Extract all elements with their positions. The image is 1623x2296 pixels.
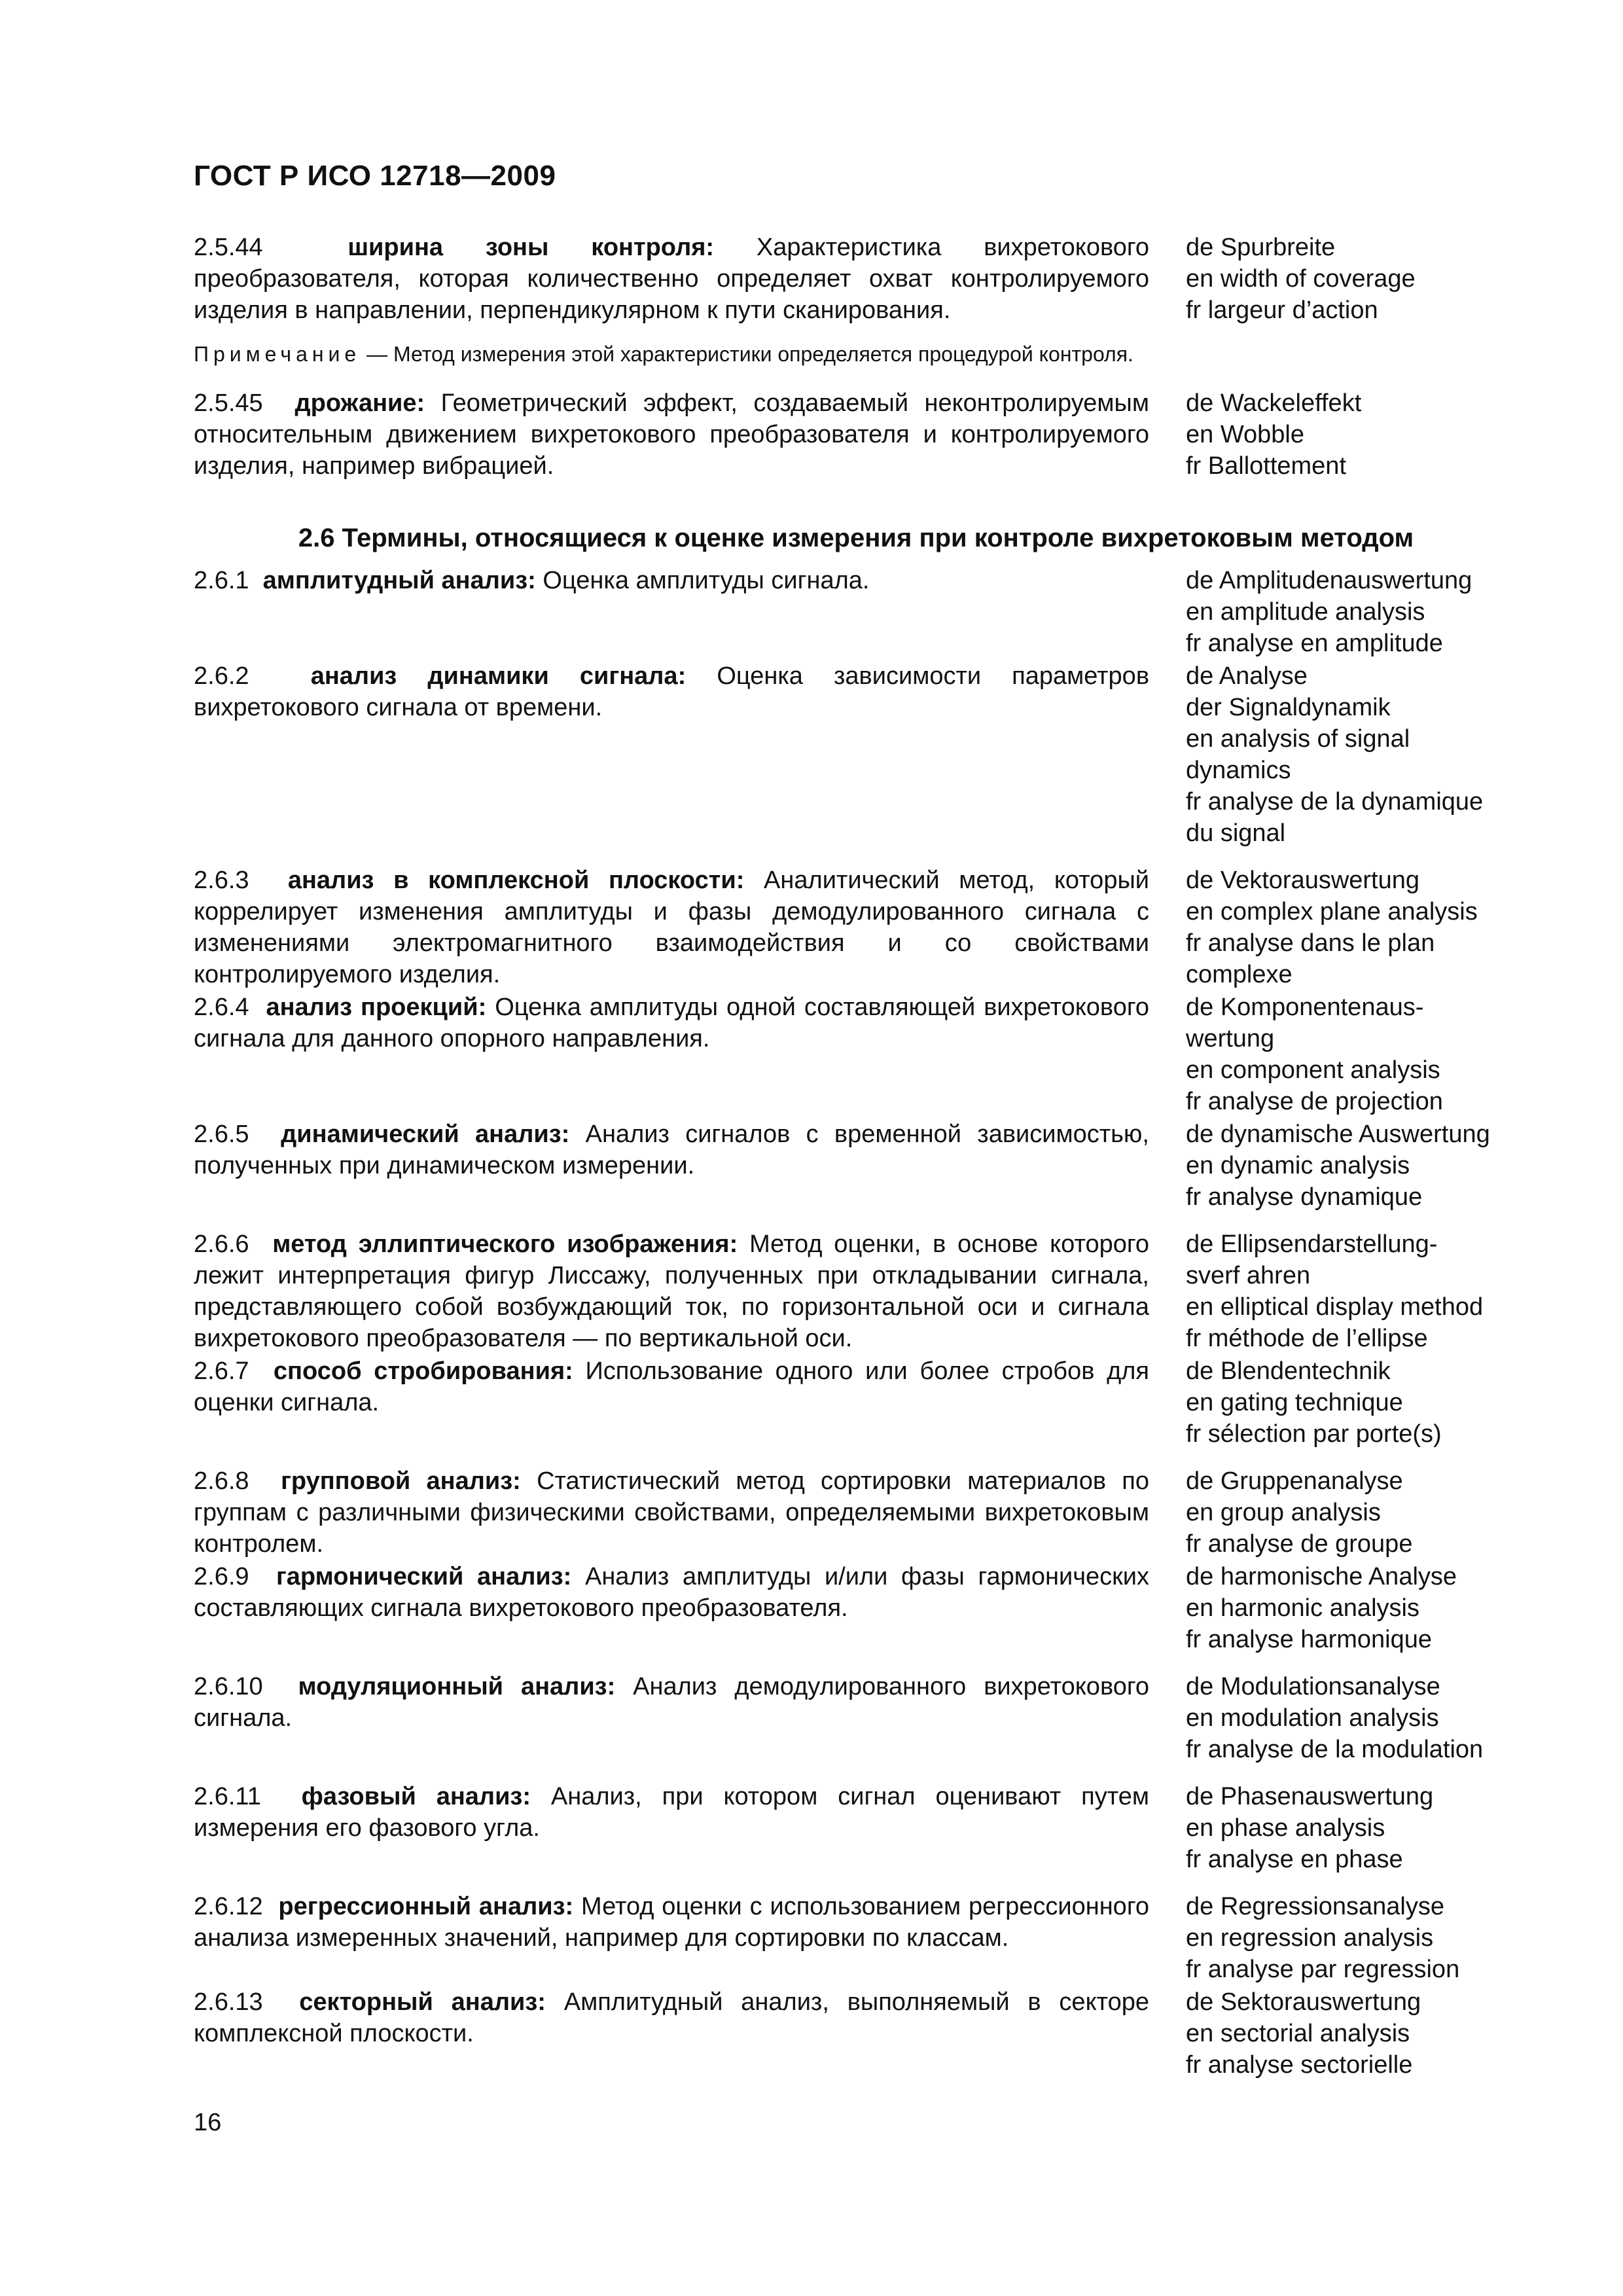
document-content bbox=[194, 232, 1518, 2082]
term-number: 2.6.6 bbox=[194, 1230, 249, 1258]
translation-line: dynamics bbox=[1186, 757, 1291, 784]
term-translations bbox=[1186, 865, 1518, 990]
translation-line: en phase analysis bbox=[1186, 1814, 1385, 1842]
translation-line: en analysis of signal bbox=[1186, 725, 1410, 753]
term-text: Анализ демодулированного вихретокового сигнала. bbox=[194, 1673, 1149, 1732]
term-definition bbox=[194, 1781, 1149, 1875]
term-entry bbox=[194, 387, 1518, 482]
term-definition bbox=[194, 1355, 1149, 1450]
term-name: секторный анализ: bbox=[299, 1988, 546, 2016]
term-name: дрожание: bbox=[294, 389, 425, 417]
term-text: Оценка амплитуды одной составляющей вихретокового сигнала для данного опорного направления. bbox=[194, 994, 1149, 1052]
term-name: анализ проекций: bbox=[266, 994, 487, 1021]
translation-line: de Sektorauswertung bbox=[1186, 1988, 1421, 2016]
translation-line: de dynamische Auswertung bbox=[1186, 1121, 1490, 1148]
term-entry bbox=[194, 660, 1518, 849]
term-text: Анализ сигналов с временной зависимостью, полученных при динамическом измерении. bbox=[194, 1121, 1149, 1179]
term-translations bbox=[1186, 1229, 1518, 1354]
term-text: Статистический метод сортировки материалов по группам с различными физическими свойствами, определяемыми вихретоковым контролем. bbox=[194, 1467, 1150, 1558]
translation-line: fr analyse de groupe bbox=[1186, 1530, 1413, 1558]
translation-line: fr analyse harmonique bbox=[1186, 1626, 1432, 1653]
translation-line: fr analyse dans le plan bbox=[1186, 929, 1435, 957]
term-definition bbox=[194, 565, 1149, 659]
term-name: фазовый анализ: bbox=[301, 1783, 531, 1810]
term-entry bbox=[194, 232, 1518, 326]
term-translations bbox=[1186, 1671, 1518, 1765]
term-number: 2.6.13 bbox=[194, 1988, 263, 2016]
term-translations bbox=[1186, 1986, 1518, 2081]
term-entry bbox=[194, 1229, 1518, 1354]
term-number: 2.6.7 bbox=[194, 1357, 249, 1385]
term-name: регрессионный анализ: bbox=[278, 1893, 574, 1920]
translation-line: sverf ahren bbox=[1186, 1262, 1311, 1289]
translation-line: en harmonic analysis bbox=[1186, 1594, 1419, 1622]
term-text: Оценка зависимости параметров вихретокового сигнала от времени. bbox=[194, 662, 1150, 721]
entries-block-a bbox=[194, 232, 1518, 326]
translation-line: de Phasenauswertung bbox=[1186, 1783, 1434, 1810]
term-name: гармонический анализ: bbox=[276, 1563, 572, 1590]
term-number: 2.5.45 bbox=[194, 389, 263, 417]
translation-line: fr analyse sectorielle bbox=[1186, 2051, 1413, 2079]
translation-line: de Gruppenanalyse bbox=[1186, 1467, 1403, 1495]
translation-line: fr analyse de la modulation bbox=[1186, 1736, 1484, 1763]
translation-line: fr sélection par porte(s) bbox=[1186, 1420, 1442, 1448]
term-definition bbox=[194, 865, 1149, 990]
note-label: Примечание bbox=[194, 342, 361, 366]
term-definition bbox=[194, 660, 1149, 849]
term-translations bbox=[1186, 1119, 1518, 1213]
term-text: Характеристика вихретокового преобразователя, которая количественно определяет охват контролируемого изделия в направлении, перпендикулярном к пути сканирования. bbox=[194, 234, 1150, 324]
translation-line: fr largeur d’action bbox=[1186, 296, 1378, 324]
term-entry bbox=[194, 992, 1518, 1117]
term-name: групповой анализ: bbox=[281, 1467, 521, 1495]
term-text: Анализ, при котором сигнал оценивают путем измерения его фазового угла. bbox=[194, 1783, 1149, 1842]
term-text: Амплитудный анализ, выполняемый в секторе комплексной плоскости. bbox=[194, 1988, 1149, 2047]
term-definition bbox=[194, 1119, 1149, 1213]
translation-line: wertung bbox=[1186, 1025, 1275, 1052]
translation-line: en complex plane analysis bbox=[1186, 898, 1478, 925]
term-number: 2.6.8 bbox=[194, 1467, 249, 1495]
term-number: 2.6.9 bbox=[194, 1563, 249, 1590]
note bbox=[194, 340, 1149, 368]
term-entry bbox=[194, 1671, 1518, 1765]
translation-line: de Modulationsanalyse bbox=[1186, 1673, 1440, 1700]
term-name: ширина зоны контроля: bbox=[348, 234, 715, 261]
term-translations bbox=[1186, 1465, 1518, 1560]
term-definition bbox=[194, 1671, 1149, 1765]
term-text: Метод оценки, в основе которого лежит интерпретация фигур Лиссажу, полученных при откладывании сигнала, представляющего собой возбуждающий ток, по горизонтальной оси и сигнала вихретокового преобразователя — по вертикальной оси. bbox=[194, 1230, 1149, 1352]
term-entry bbox=[194, 1781, 1518, 1875]
term-text: Анализ амплитуды и/или фазы гармонических составляющих сигнала вихретокового преобразователя. bbox=[194, 1563, 1150, 1622]
translation-line: de Ellipsendarstellung- bbox=[1186, 1230, 1438, 1258]
translation-line: en regression analysis bbox=[1186, 1924, 1434, 1952]
document-header: ГОСТ Р ИСО 12718—2009 bbox=[194, 160, 556, 192]
translation-line: complexe bbox=[1186, 961, 1293, 988]
term-entry bbox=[194, 1891, 1518, 1985]
translation-line: fr Ballottement bbox=[1186, 452, 1346, 480]
term-entry bbox=[194, 1119, 1518, 1213]
translation-line: en group analysis bbox=[1186, 1499, 1381, 1526]
term-translations bbox=[1186, 1355, 1518, 1450]
term-name: способ стробирования: bbox=[273, 1357, 573, 1385]
term-text: Аналитический метод, который коррелирует изменения амплитуды и фазы демодулированного сигнала с изменениями электромагнитного взаимодействия и со свойствами контролируемого изделия. bbox=[194, 867, 1149, 988]
translation-line: de Vektorauswertung bbox=[1186, 867, 1420, 894]
translation-line: en amplitude analysis bbox=[1186, 598, 1425, 626]
translation-line: fr analyse en amplitude bbox=[1186, 630, 1443, 657]
term-name: амплитудный анализ: bbox=[262, 567, 536, 594]
term-definition bbox=[194, 1229, 1149, 1354]
term-translations bbox=[1186, 1781, 1518, 1875]
term-definition bbox=[194, 1561, 1149, 1655]
term-number: 2.6.11 bbox=[194, 1783, 261, 1810]
term-number: 2.5.44 bbox=[194, 234, 263, 261]
term-entry bbox=[194, 1465, 1518, 1560]
term-name: метод эллиптического изображения: bbox=[272, 1230, 738, 1258]
note-text: — Метод измерения этой характеристики определяется процедурой контроля. bbox=[361, 342, 1133, 366]
term-definition bbox=[194, 1986, 1149, 2081]
term-translations bbox=[1186, 1891, 1518, 1985]
term-number: 2.6.2 bbox=[194, 662, 249, 690]
term-number: 2.6.5 bbox=[194, 1121, 249, 1148]
translation-line: en Wobble bbox=[1186, 421, 1304, 448]
term-definition bbox=[194, 992, 1149, 1117]
term-translations bbox=[1186, 232, 1518, 326]
translation-line: de Spurbreite bbox=[1186, 234, 1336, 261]
term-name: динамический анализ: bbox=[281, 1121, 570, 1148]
translation-line: der Signaldynamik bbox=[1186, 694, 1391, 721]
term-translations bbox=[1186, 660, 1518, 849]
term-text: Геометрический эффект, создаваемый неконтролируемым относительным движением вихретокового преобразователя и контролируемого изделия, например вибрацией. bbox=[194, 389, 1149, 480]
translation-line: fr analyse en phase bbox=[1186, 1846, 1403, 1873]
term-number: 2.6.1 bbox=[194, 567, 249, 594]
translation-line: fr analyse dynamique bbox=[1186, 1183, 1423, 1211]
translation-line: de Amplitudenauswertung bbox=[1186, 567, 1472, 594]
section-title: 2.6 Термины, относящиеся к оценке измерения при контроле вихретоковым методом bbox=[298, 524, 1414, 552]
term-translations bbox=[1186, 992, 1518, 1117]
translation-line: de harmonische Analyse bbox=[1186, 1563, 1457, 1590]
entries-block-b bbox=[194, 387, 1518, 482]
translation-line: de Blendentechnik bbox=[1186, 1357, 1391, 1385]
translation-line: en elliptical display method bbox=[1186, 1293, 1484, 1321]
translation-line: de Wackeleffekt bbox=[1186, 389, 1362, 417]
translation-line: du signal bbox=[1186, 819, 1286, 847]
term-entry bbox=[194, 1355, 1518, 1450]
translation-line: de Komponentenaus- bbox=[1186, 994, 1424, 1021]
term-entry bbox=[194, 565, 1518, 659]
translation-line: en width of coverage bbox=[1186, 265, 1416, 293]
translation-line: fr méthode de l’ellipse bbox=[1186, 1325, 1428, 1352]
term-text: Метод оценки с использованием регрессионного анализа измеренных значений, например для сортировки по классам. bbox=[194, 1893, 1149, 1952]
page-number: 16 bbox=[194, 2109, 222, 2136]
term-entry bbox=[194, 1986, 1518, 2081]
term-number: 2.6.12 bbox=[194, 1893, 263, 1920]
term-definition bbox=[194, 1891, 1149, 1985]
term-definition bbox=[194, 232, 1149, 326]
term-definition bbox=[194, 387, 1149, 482]
translation-line: de Regressionsanalyse bbox=[1186, 1893, 1445, 1920]
term-text: Оценка амплитуды сигнала. bbox=[535, 567, 870, 594]
term-number: 2.6.3 bbox=[194, 867, 249, 894]
term-definition bbox=[194, 1465, 1149, 1560]
term-name: анализ динамики сигнала: bbox=[310, 662, 687, 690]
translation-line: fr analyse de projection bbox=[1186, 1088, 1443, 1115]
term-name: анализ в комплексной плоскости: bbox=[287, 867, 745, 894]
translation-line: de Analyse bbox=[1186, 662, 1308, 690]
translation-line: en sectorial analysis bbox=[1186, 2020, 1410, 2047]
translation-line: en dynamic analysis bbox=[1186, 1152, 1410, 1179]
term-number: 2.6.10 bbox=[194, 1673, 263, 1700]
term-translations bbox=[1186, 1561, 1518, 1655]
term-text: Использование одного или более стробов для оценки сигнала. bbox=[194, 1357, 1149, 1416]
term-translations bbox=[1186, 565, 1518, 659]
translation-line: fr analyse par regression bbox=[1186, 1956, 1460, 1983]
translation-line: en modulation analysis bbox=[1186, 1704, 1439, 1732]
term-entry bbox=[194, 865, 1518, 990]
entries-block-c bbox=[194, 565, 1518, 2081]
translation-line: fr analyse de la dynamique bbox=[1186, 788, 1484, 816]
translation-line: en component analysis bbox=[1186, 1056, 1440, 1084]
term-name: модуляционный анализ: bbox=[298, 1673, 616, 1700]
translation-line: en gating technique bbox=[1186, 1389, 1403, 1416]
term-translations bbox=[1186, 387, 1518, 482]
term-number: 2.6.4 bbox=[194, 994, 249, 1021]
term-entry bbox=[194, 1561, 1518, 1655]
